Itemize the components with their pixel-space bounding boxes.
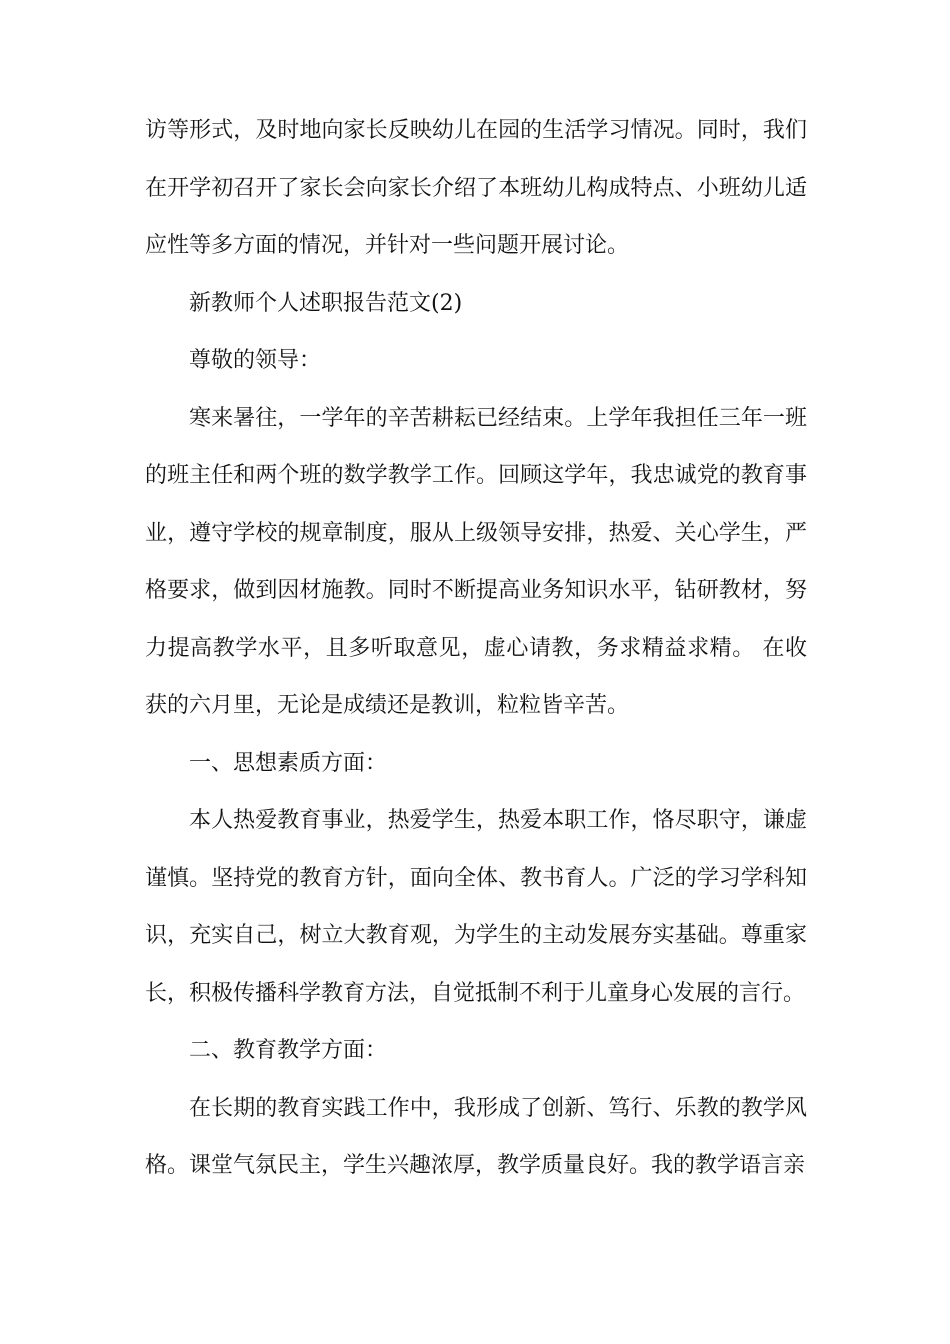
paragraph-continuation: 访等形式，及时地向家长反映幼儿在园的生活学习情况。同时，我们在开学初召开了家长会向家长介绍了本班幼儿构成特点、小班幼儿适应性等多方面的情况，并针对一些问题开展讨论。 — [145, 118, 807, 258]
heading-ideology: 一、思想素质方面： — [189, 750, 388, 776]
heading-teaching: 二、教育教学方面： — [189, 1038, 388, 1063]
document-body — [145, 102, 807, 1195]
section-title: 新教师个人述职报告范文(2) — [189, 290, 463, 316]
paragraph-ideology: 本人热爱教育事业，热爱学生，热爱本职工作，恪尽职守，谦虚谨慎。坚持党的教育方针，面向全体、教书育人。广泛的学习学科知识，充实自己，树立大教育观，为学生的主动发展夯实基础。尊重家长，积极传播科学教育方法，自觉抵制不利于儿童身心发展的言行。 — [145, 808, 807, 1006]
paragraph-teaching: 在长期的教育实践工作中，我形成了创新、笃行、乐教的教学风格。课堂气氛民主，学生兴趣浓厚，教学质量良好。我的教学语言亲 — [145, 1095, 807, 1178]
paragraph-intro: 寒来暑往，一学年的辛苦耕耘已经结束。上学年我担任三年一班的班主任和两个班的数学教学工作。回顾这学年，我忠诚党的教育事业，遵守学校的规章制度，服从上级领导安排，热爱、关心学生，严格要求，做到因材施教。同时不断提高业务知识水平，钻研教材，努力提高教学水平，且多听取意见，虚心请教，务求精益求精。 在收获的六月里，无论是成绩还是教训，粒粒皆辛苦。 — [145, 405, 807, 718]
salutation: 尊敬的领导： — [189, 348, 322, 373]
